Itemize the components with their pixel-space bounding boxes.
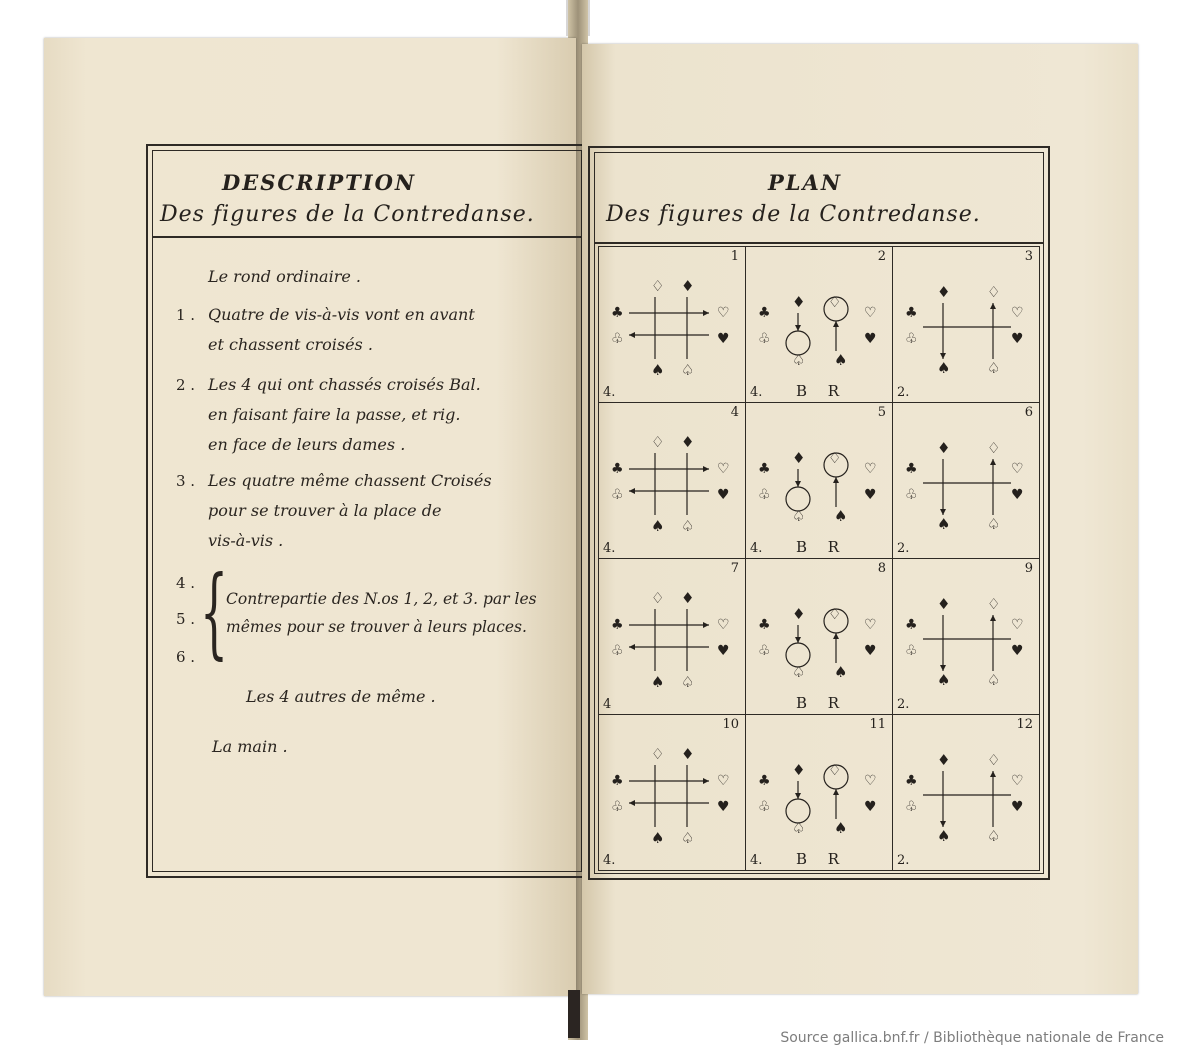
dancer-suit-icon: ♢ — [987, 595, 1001, 613]
arrow-head — [795, 481, 801, 487]
dancer-suit-icon: ♢ — [828, 449, 842, 467]
dancer-suit-icon: ♤ — [987, 359, 1001, 377]
arrow-head — [629, 332, 635, 338]
figure-cell — [598, 246, 746, 403]
figure-number: 3 — [1024, 249, 1033, 264]
figure-br-label: B R — [796, 382, 848, 400]
dancer-suit-icon: ♥ — [717, 487, 730, 503]
arrow-head — [990, 303, 996, 309]
dancer-suit-icon: ♡ — [717, 617, 730, 633]
dancer-suit-icon: ♠ — [651, 517, 665, 535]
dance-figure-diagram — [599, 715, 746, 871]
dancer-suit-icon: ♡ — [717, 305, 730, 321]
figure-br-label: B R — [796, 538, 848, 556]
dancer-suit-icon: ♣ — [758, 461, 771, 477]
dancer-suit-icon: ♠ — [937, 827, 951, 845]
description-line: Quatre de vis-à-vis vont en avant — [208, 305, 475, 324]
dancer-suit-icon: ♢ — [987, 439, 1001, 457]
dancer-suit-icon: ♠ — [651, 673, 665, 691]
dancer-suit-icon: ♢ — [651, 745, 665, 763]
dance-figure-diagram — [746, 715, 893, 871]
dancer-suit-icon: ♥ — [1011, 799, 1024, 815]
dancer-suit-icon: ♤ — [792, 351, 806, 369]
figure-cell — [598, 714, 746, 871]
description-line: pour se trouver à la place de — [208, 501, 442, 520]
figure-number: 1 — [730, 249, 739, 264]
dance-figure-diagram — [893, 715, 1040, 871]
dancer-suit-icon: ♦ — [681, 589, 695, 607]
dancer-suit-icon: ♠ — [937, 359, 951, 377]
dancer-suit-icon: ♣ — [758, 617, 771, 633]
dancer-suit-icon: ♤ — [681, 673, 695, 691]
dance-figure-diagram — [599, 247, 746, 403]
description-line: Le rond ordinaire . — [208, 267, 361, 286]
figure-position-label: 4. — [603, 541, 616, 556]
figure-cell — [892, 402, 1040, 559]
figure-number: 10 — [722, 717, 739, 732]
dancer-suit-icon: ♣ — [905, 773, 918, 789]
dancer-suit-icon: ♢ — [651, 277, 665, 295]
arrow-head — [629, 644, 635, 650]
description-line: en faisant faire la passe, et rig. — [208, 405, 461, 424]
arrow-head — [990, 615, 996, 621]
dancer-suit-icon: ♦ — [792, 605, 806, 623]
description-title: DESCRIPTION — [222, 170, 417, 195]
dancer-suit-icon: ♤ — [681, 361, 695, 379]
dancer-suit-icon: ♥ — [864, 799, 877, 815]
dancer-suit-icon: ♧ — [905, 331, 918, 347]
arrow-head — [833, 477, 839, 483]
arrow-head — [833, 789, 839, 795]
dancer-suit-icon: ♢ — [828, 605, 842, 623]
dancer-suit-icon: ♣ — [905, 461, 918, 477]
dancer-suit-icon: ♥ — [864, 487, 877, 503]
dancer-suit-icon: ♣ — [611, 305, 624, 321]
figure-cell — [892, 246, 1040, 403]
dancer-suit-icon: ♢ — [828, 761, 842, 779]
arrow-head — [703, 778, 709, 784]
figure-cell — [598, 402, 746, 559]
dancer-suit-icon: ♢ — [651, 589, 665, 607]
description-line: Les 4 qui ont chassés croisés Bal. — [208, 375, 481, 394]
description-line: et chassent croisés . — [208, 335, 373, 354]
dancer-suit-icon: ♦ — [681, 277, 695, 295]
closing-line: La main . — [212, 737, 288, 756]
dancer-suit-icon: ♥ — [1011, 643, 1024, 659]
dancer-suit-icon: ♧ — [758, 331, 771, 347]
dance-figure-diagram — [599, 403, 746, 559]
dancer-suit-icon: ♡ — [864, 461, 877, 477]
dancer-suit-icon: ♤ — [681, 517, 695, 535]
arrow-head — [703, 622, 709, 628]
dance-figure-diagram — [893, 403, 1040, 559]
figure-position-label: 2. — [897, 541, 910, 556]
brace-line: Contrepartie des N.os 1, 2, et 3. par les — [226, 590, 537, 608]
dancer-suit-icon: ♣ — [758, 305, 771, 321]
dancer-suit-icon: ♦ — [792, 449, 806, 467]
figure-cell — [892, 558, 1040, 715]
line-number: 3 . — [176, 472, 196, 490]
left-title-rule — [152, 236, 582, 238]
figure-position-label: 2. — [897, 385, 910, 400]
dance-figure-diagram — [746, 247, 893, 403]
dancer-suit-icon: ♡ — [1011, 617, 1024, 633]
dancer-suit-icon: ♥ — [1011, 487, 1024, 503]
figure-number: 2 — [877, 249, 886, 264]
dancer-suit-icon: ♠ — [834, 507, 848, 525]
figure-position-label: 4. — [603, 385, 616, 400]
description-line: en face de leurs dames . — [208, 435, 406, 454]
dancer-suit-icon: ♠ — [651, 829, 665, 847]
arrow-head — [990, 459, 996, 465]
dancer-suit-icon: ♦ — [681, 745, 695, 763]
dance-figure-diagram — [599, 559, 746, 715]
dancer-suit-icon: ♧ — [611, 799, 624, 815]
dancer-suit-icon: ♡ — [864, 617, 877, 633]
description-line: Les quatre même chassent Croisés — [208, 471, 492, 490]
dancer-suit-icon: ♣ — [611, 461, 624, 477]
figure-cell — [745, 402, 893, 559]
brace-number: 5 . — [176, 610, 196, 628]
dancer-suit-icon: ♠ — [651, 361, 665, 379]
arrow-head — [629, 800, 635, 806]
brace-line: mêmes pour se trouver à leurs places. — [226, 618, 527, 636]
description-subtitle: Des figures de la Contredanse. — [160, 202, 535, 227]
dancer-suit-icon: ♧ — [905, 643, 918, 659]
dancer-suit-icon: ♦ — [937, 751, 951, 769]
dancer-suit-icon: ♠ — [834, 351, 848, 369]
dancer-suit-icon: ♢ — [987, 751, 1001, 769]
dancer-suit-icon: ♣ — [611, 773, 624, 789]
dancer-suit-icon: ♥ — [717, 331, 730, 347]
arrow-head — [990, 771, 996, 777]
dancer-suit-icon: ♠ — [834, 663, 848, 681]
dance-figure-diagram — [893, 559, 1040, 715]
line-number: 1 . — [176, 306, 196, 324]
dancer-suit-icon: ♧ — [758, 487, 771, 503]
dancer-suit-icon: ♧ — [905, 799, 918, 815]
dancer-suit-icon: ♡ — [864, 773, 877, 789]
dancer-suit-icon: ♠ — [834, 819, 848, 837]
dancer-suit-icon: ♦ — [937, 439, 951, 457]
dancer-suit-icon: ♤ — [792, 507, 806, 525]
arrow-head — [795, 325, 801, 331]
dancer-suit-icon: ♧ — [611, 487, 624, 503]
dancer-suit-icon: ♥ — [864, 331, 877, 347]
figure-position-label: 4. — [750, 853, 763, 868]
dancer-suit-icon: ♥ — [1011, 331, 1024, 347]
dancer-suit-icon: ♥ — [717, 643, 730, 659]
dancer-suit-icon: ♡ — [1011, 305, 1024, 321]
figure-cell — [745, 714, 893, 871]
dancer-suit-icon: ♤ — [792, 819, 806, 837]
figure-position-label: 4. — [603, 853, 616, 868]
figure-number: 9 — [1024, 561, 1033, 576]
plan-subtitle: Des figures de la Contredanse. — [606, 202, 981, 227]
figure-cell — [892, 714, 1040, 871]
dancer-suit-icon: ♤ — [987, 827, 1001, 845]
right-title-rule — [594, 242, 1044, 244]
dancer-suit-icon: ♡ — [717, 773, 730, 789]
figure-position-label: 4. — [750, 385, 763, 400]
figure-plan-grid — [598, 246, 1040, 870]
curly-brace-icon: { — [200, 556, 229, 670]
figure-cell — [745, 246, 893, 403]
figure-number: 12 — [1016, 717, 1033, 732]
bookmark-ribbon — [568, 990, 580, 1038]
dance-figure-diagram — [746, 559, 893, 715]
dancer-suit-icon: ♤ — [792, 663, 806, 681]
dancer-suit-icon: ♤ — [681, 829, 695, 847]
figure-number: 8 — [877, 561, 886, 576]
dancer-suit-icon: ♥ — [717, 799, 730, 815]
figure-number: 4 — [730, 405, 739, 420]
brace-number: 6 . — [176, 648, 196, 666]
dancer-suit-icon: ♡ — [864, 305, 877, 321]
source-credit: Source gallica.bnf.fr / Bibliothèque nationale de France — [780, 1030, 1164, 1046]
dancer-suit-icon: ♣ — [905, 617, 918, 633]
dancer-suit-icon: ♦ — [937, 595, 951, 613]
figure-br-label: B R — [796, 850, 848, 868]
dancer-suit-icon: ♤ — [987, 671, 1001, 689]
arrow-head — [795, 637, 801, 643]
description-line: vis-à-vis . — [208, 531, 284, 550]
dancer-suit-icon: ♢ — [828, 293, 842, 311]
dancer-suit-icon: ♡ — [1011, 461, 1024, 477]
figure-position-label: 2. — [897, 853, 910, 868]
line-number: 2 . — [176, 376, 196, 394]
dancer-suit-icon: ♡ — [717, 461, 730, 477]
dancer-suit-icon: ♢ — [651, 433, 665, 451]
figure-cell — [598, 558, 746, 715]
figure-position-label: 4 — [603, 697, 612, 712]
dancer-suit-icon: ♦ — [937, 283, 951, 301]
dancer-suit-icon: ♣ — [611, 617, 624, 633]
dancer-suit-icon: ♣ — [905, 305, 918, 321]
dancer-suit-icon: ♡ — [1011, 773, 1024, 789]
dancer-suit-icon: ♢ — [987, 283, 1001, 301]
dancer-suit-icon: ♤ — [987, 515, 1001, 533]
figure-position-label: 2. — [897, 697, 910, 712]
arrow-head — [703, 310, 709, 316]
dance-figure-diagram — [746, 403, 893, 559]
figure-cell — [745, 558, 893, 715]
dancer-suit-icon: ♧ — [611, 643, 624, 659]
brace-number: 4 . — [176, 574, 196, 592]
dancer-suit-icon: ♧ — [611, 331, 624, 347]
arrow-head — [833, 321, 839, 327]
dancer-suit-icon: ♠ — [937, 515, 951, 533]
figure-number: 7 — [730, 561, 739, 576]
dancer-suit-icon: ♥ — [864, 643, 877, 659]
arrow-head — [703, 466, 709, 472]
dancer-suit-icon: ♦ — [792, 293, 806, 311]
dancer-suit-icon: ♦ — [681, 433, 695, 451]
figure-number: 11 — [869, 717, 886, 732]
arrow-head — [833, 633, 839, 639]
dancer-suit-icon: ♠ — [937, 671, 951, 689]
figure-number: 5 — [877, 405, 886, 420]
dancer-suit-icon: ♧ — [758, 643, 771, 659]
figure-position-label: 4. — [750, 541, 763, 556]
dance-figure-diagram — [893, 247, 1040, 403]
dancer-suit-icon: ♧ — [758, 799, 771, 815]
dancer-suit-icon: ♣ — [758, 773, 771, 789]
plan-title: PLAN — [768, 170, 843, 195]
dancer-suit-icon: ♧ — [905, 487, 918, 503]
arrow-head — [629, 488, 635, 494]
dancer-suit-icon: ♦ — [792, 761, 806, 779]
figure-br-label: B R — [796, 694, 848, 712]
arrow-head — [795, 793, 801, 799]
figure-number: 6 — [1024, 405, 1033, 420]
closing-line: Les 4 autres de même . — [246, 687, 436, 706]
